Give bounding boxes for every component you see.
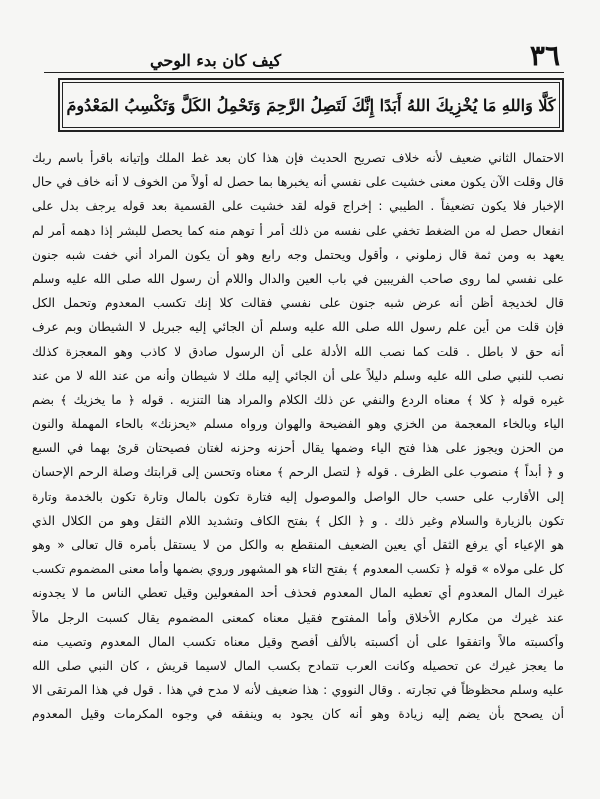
hadith-quote-box <box>58 78 564 132</box>
text-line: قال لخديجة أظن أنه عرض شبه جنون على نفسي فقالت كلا إنك تكسب المعدوم وتحمل الكل <box>32 296 564 311</box>
text-line: هو الإعياء أي يرفع الثقل أي يعين الضعيف المنقطع به والكل من لا يستقل بأمره قال تعالى « وهو <box>32 538 564 552</box>
running-title: كيف كان بدء الوحي <box>150 51 282 70</box>
text-line: يعهد به ومن ثمة قال زملوني ، وأقول ويحتمل وجه رابع وهو أن يكون المراد أني خفت شبه جنون <box>32 247 564 262</box>
text-line: غيرك المال المعدوم أي تعطيه المال المعدوم فحذف أحد المفعولين وقيل تعطي الناس ما لا يجدونه <box>32 586 564 601</box>
commentary-text <box>32 146 564 727</box>
text-line: من الحزن ويجوز على هذا فتح الياء وضمها يقال أحزنه وحزنه لغتان فصيحتان قرئ بهما في السبع <box>32 441 564 456</box>
text-line: فإن قلت من أين علم رسول الله صلى الله عليه وسلم أن الجائي إليه جبريل لا الشيطان وبم عرف <box>32 320 564 335</box>
text-line: أنه حق لا باطل . قلت كما نصب الله الأدلة على أن الرسول صادق لا كاذب وهو المعجزة كذلك <box>32 344 564 359</box>
text-line: أن يصحح بأن يضم إليه زيادة وهو أنه كان يجود به وينفقه في وجوه المكرمات وقيل المعدوم <box>32 707 564 722</box>
text-line: الإخبار فلا يكون تضعيفاً . الطيبي : إخراج قوله لقد خشيت على القسمية بعد قوله يرجف بدل على <box>32 199 564 214</box>
page-header <box>60 34 560 70</box>
text-line: إلى الأقارب على حسب حال الواصل والموصول إليه فتارة تكون بالمال وتارة تكون بالخدمة وتارة <box>32 489 564 504</box>
text-line: انفعال حصل له من الضغط تخفي على نفسه من ذلك أمر أ توهم منه كما يحصل للبشر إذا دهمه أمر لم <box>32 223 564 238</box>
text-line: قال وقلت الآن يكون معنى خشيت على نفسي أنه يخبرها بما حصل له أولاً من الخوف لا أنه خاف في حال <box>32 175 564 190</box>
text-line: وأكسبته مالاً واتفقوا على أن أكسبته بالألف أفصح وقيل معناه تكسب المال المعدوم وتصيب منه <box>32 634 564 649</box>
text-line: نصب للنبي صلى الله عليه وسلم دليلاً على أن الجائي إليه ملك لا شيطان وأنه من عند الله لا من عند <box>32 368 564 383</box>
header-divider <box>44 72 564 73</box>
text-line: الياء وبالخاء المعجمة من الخزي وهو الفضيحة والهوان ورواه مسلم «يحزنك» بالحاء المهملة والنون <box>32 417 564 432</box>
hadith-quote: كَلَّا وَاللهِ مَا يُخْزِيكَ اللهُ أَبَدًا إِنَّكَ لَتَصِلُ الرَّحِمَ وَتَحْمِلُ الكَلَّ وَتَكْسِبُ المَعْدُومَ <box>66 95 556 115</box>
text-line: عند غيرك من مكارم الأخلاق وأما المفتوح فقيل معناه كمعنى المضموم يقال كسبت الرجل مالاً <box>32 610 564 625</box>
text-line: و ﴿ أبداً ﴾ منصوب على الظرف . قوله ﴿ لتصل الرحم ﴾ معناه وتحسن إلى قرابتك وصلة الرحم الإحسان <box>32 465 564 480</box>
text-line: كل على مولاه » قوله ﴿ تكسب المعدوم ﴾ بفتح التاء هو المشهور وروي بضمها وأما معنى المضموم تكسب <box>32 562 564 577</box>
text-line: غيره قوله ﴿ كلا ﴾ معناه الردع والنفي عن ذلك الكلام والمراد هنا التنزيه . قوله ﴿ ما يخزيك ﴾ بضم <box>32 392 564 407</box>
text-line: عليه وسلم محظوظاً في تجارته . وقال النووي : هذا ضعيف لأنه لا مدح في هذا . قول في هذا المرتقى الا <box>32 683 564 698</box>
text-line: ما يعجز غيرك عن تحصيله وكانت العرب تتمادح بكسب المال لاسيما قريش ، كان النبي صلى الله <box>32 658 564 673</box>
page-number: ٣٦ <box>529 39 560 72</box>
text-line: الاحتمال الثاني ضعيف لأنه خلاف تصريح الحديث فإن هذا كان بعد غط الملك وإتيانه باقرأ باسم ربك <box>32 151 564 165</box>
text-line: على نفسي لما روى صاحب الفريبين في باب العين والدال واللام أن رسول الله صلى الله عليه وسلم <box>32 271 564 286</box>
text-line: تكون بالزيارة والسلام وغير ذلك . و ﴿ الكل ﴾ بفتح الكاف وتشديد اللام الثقل وهو من الكلال الذي <box>32 513 564 528</box>
